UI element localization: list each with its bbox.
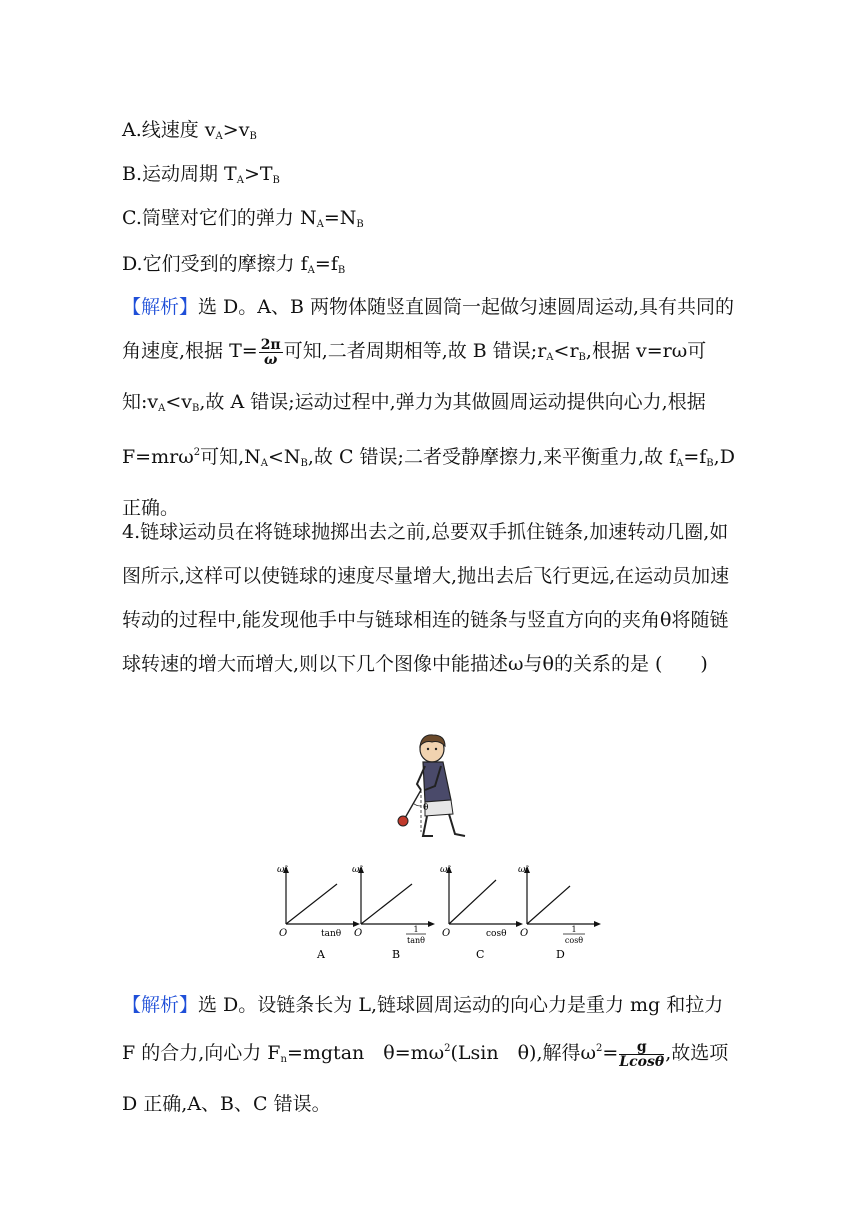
graph-d-xden: cosθ (564, 936, 584, 945)
hammer-ball (398, 816, 408, 826)
graph-b-line (361, 884, 412, 924)
graph-d-origin: O (520, 928, 529, 939)
hammer-thrower-figure (395, 732, 475, 844)
option-d-text: D.它们受到的摩擦力 f (122, 253, 308, 275)
analysis-2: 【解析】选 D。设链条长为 L,链球圆周运动的向心力是重力 mg 和拉力 F 的合力,向心力 $F_n=mgtan$ $\theta=m\omega^2(Lsin$ θ),解得$\omega^2=$ $\frac{g}{Lcos\theta}$ ,故选项 D 正确,A、B、C 错误。 (122, 994, 729, 1115)
graph-b-xden: tanθ (407, 936, 425, 945)
graph-c (438, 862, 524, 960)
graph-c-letter: C (476, 948, 485, 960)
graph-b-origin: O (354, 928, 363, 939)
graph-c-xlabel: cosθ (486, 929, 507, 939)
graph-a (275, 862, 361, 960)
graph-b (350, 862, 436, 960)
graph-d-letter: D (556, 948, 565, 960)
graph-a-origin: O (279, 928, 288, 939)
question-4: 4.链球运动员在将链球抛掷出去之前,总要双手抓住链条,加速转动几圈,如图所示,这样可以使链球的速度尽量增大,抛出去后飞行更远,在运动员加速转动的过程中,能发现他手中与链球相连的链条与竖直方向的夹角θ将随链球转速的增大而增大,则以下几个图像中能描述ω与θ的关系的是 ( ) (122, 521, 730, 675)
fraction-g-lcos: $\frac{g}{Lcos\theta}$ (619, 1038, 665, 1070)
option-b-text: B.运动周期 T (122, 163, 237, 185)
graph-c-line (449, 880, 496, 924)
graph-d-line (527, 886, 570, 924)
graph-a-xlabel: tanθ (321, 929, 342, 939)
theta-label: θ (423, 803, 429, 813)
option-a: A.线速度 $v_A>v_B$ (122, 119, 257, 142)
analysis-label: 【解析】 (122, 994, 199, 1016)
graph-c-ylabel: ω² (440, 865, 451, 875)
option-d: D.它们受到的摩擦力 $f_A=f_B$ (122, 253, 346, 276)
hammer-chain (405, 790, 421, 818)
graph-a-line (286, 884, 337, 924)
option-c: C.筒壁对它们的弹力 $N_A=N_B$ (122, 207, 364, 230)
graph-b-ylabel: ω² (352, 865, 363, 875)
analysis-label: 【解析】 (122, 296, 199, 318)
graph-a-ylabel: ω² (277, 865, 288, 875)
graph-a-letter: A (317, 948, 325, 960)
option-b: B.运动周期 $T_A>T_B$ (122, 163, 280, 186)
graph-b-xnum: 1 (413, 925, 419, 934)
analysis-1: 【解析】选 D。A、B 两物体随竖直圆筒一起做匀速圆周运动,具有共同的角速度,根据 T= $\frac{2\pi}{\omega}$ 可知,二者周期相等,故 B 错误$;r_A<r_B$,根据 v=rω可知$:v_A<v_B$,故 A 错误;运动过程中,弹力为其做圆周运动提供向心力,根据 F=mrω$^2$可知$,N_A<N_B$,故 C 错误;二者受静摩擦力,来平衡重力,故 $f_A=f_B,D$ 正确。 (122, 296, 735, 519)
option-a-text: A.线速度 v (122, 119, 216, 141)
option-c-text: C.筒壁对它们的弹力 N (122, 207, 317, 229)
graph-d-xnum: 1 (571, 925, 577, 934)
graph-c-origin: O (442, 928, 451, 939)
graph-d-ylabel: ω² (518, 865, 529, 875)
graph-d (516, 862, 602, 960)
fraction-2pi-omega: $\frac{2\pi}{\omega}$ (260, 336, 281, 368)
graph-b-letter: B (392, 948, 401, 960)
